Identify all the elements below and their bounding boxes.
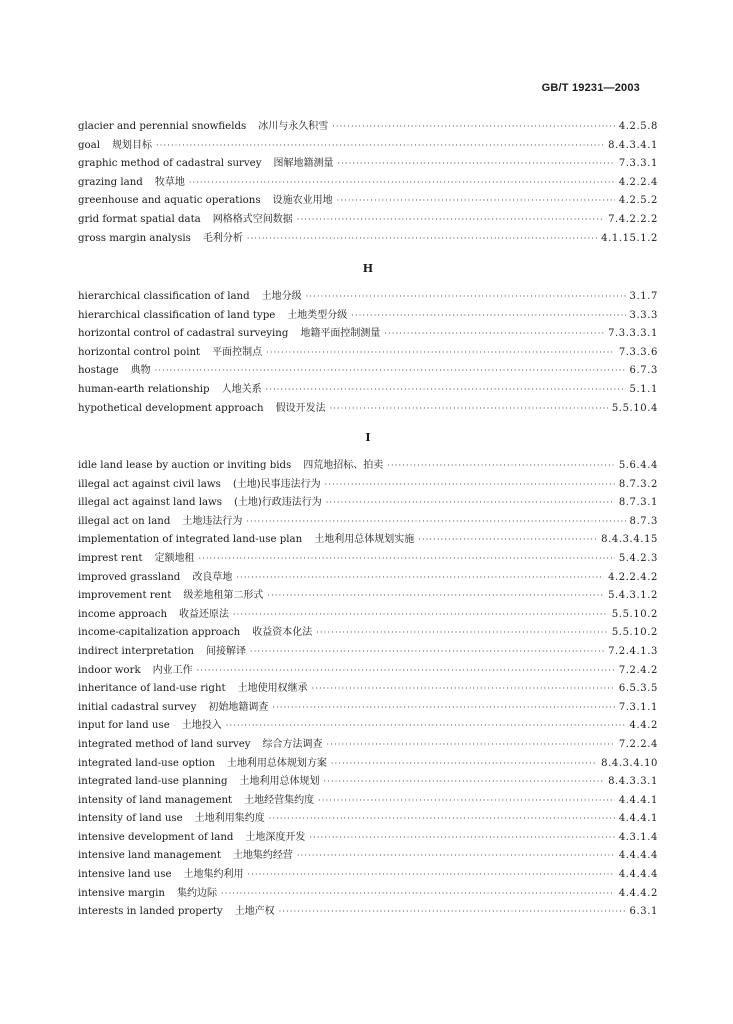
leader-dots xyxy=(246,518,625,526)
entry-english: integrated land-use option xyxy=(78,757,215,769)
entry-reference: 3.3.3 xyxy=(629,309,658,321)
entry-chinese: 人地关系 xyxy=(221,383,262,395)
entry-english: graphic method of cadastral survey xyxy=(78,158,262,170)
leader-dots xyxy=(226,722,626,730)
entry-reference: 4.3.1.4 xyxy=(618,831,658,843)
entry-chinese: (土地)民事违法行为 xyxy=(232,478,321,490)
entry-reference: 8.7.3 xyxy=(629,515,658,527)
entry-english: goal xyxy=(78,139,100,151)
index-entry xyxy=(78,716,658,735)
index-entry xyxy=(78,530,658,549)
entry-english: income-capitalization approach xyxy=(78,627,241,639)
index-entry xyxy=(78,343,658,362)
leader-dots xyxy=(155,367,626,375)
leader-dots xyxy=(247,235,597,243)
index-entry xyxy=(78,549,658,568)
leader-dots xyxy=(387,462,615,470)
entry-english: idle land lease by auction or inviting bids xyxy=(78,460,292,471)
index-section-g xyxy=(78,117,658,247)
entry-chinese: 集约边际 xyxy=(176,887,217,899)
entry-chinese: 假设开发法 xyxy=(275,402,326,414)
leader-dots xyxy=(156,142,604,150)
entry-chinese: 土地利用总体规划实施 xyxy=(314,534,415,546)
entry-reference: 5.5.10.2 xyxy=(611,627,658,639)
entry-english: intensive development of land xyxy=(78,831,234,843)
entry-english: illegal act on land xyxy=(78,515,171,527)
entry-reference: 4.2.5.2 xyxy=(618,195,658,207)
index-entry xyxy=(78,884,658,903)
entry-english: integrated land-use planning xyxy=(78,776,228,788)
index-entry xyxy=(78,287,658,306)
leader-dots xyxy=(269,815,615,823)
index-entry xyxy=(78,493,658,512)
index-entry xyxy=(78,229,658,248)
leader-dots xyxy=(266,386,626,394)
entry-reference: 5.4.2.3 xyxy=(618,552,658,564)
entry-chinese: 定额地租 xyxy=(154,552,195,564)
entry-english: inheritance of land-use right xyxy=(78,683,226,695)
leader-dots xyxy=(324,778,605,786)
index-entry xyxy=(78,623,658,642)
leader-dots xyxy=(297,852,615,860)
leader-dots xyxy=(279,908,626,916)
entry-english: intensity of land use xyxy=(78,813,183,825)
leader-dots xyxy=(250,648,604,656)
index-entry xyxy=(78,210,658,229)
entry-chinese: 改良草地 xyxy=(192,571,233,583)
entry-chinese: 四荒地招标、拍卖 xyxy=(303,460,384,471)
leader-dots xyxy=(221,890,615,898)
entry-reference: 4.4.2 xyxy=(629,720,658,732)
entry-english: horizontal control of cadastral surveying xyxy=(78,328,289,340)
index-entry xyxy=(78,661,658,680)
entry-reference: 8.4.3.4.10 xyxy=(601,757,658,769)
entry-chinese: 冰川与永久积雪 xyxy=(258,121,329,132)
index-entry xyxy=(78,754,658,773)
entry-reference: 5.6.4.4 xyxy=(618,460,658,471)
index-entry xyxy=(78,154,658,173)
index-entry xyxy=(78,306,658,325)
entry-reference: 7.3.3.1 xyxy=(618,158,658,170)
entry-reference: 4.4.4.4 xyxy=(618,850,658,862)
leader-dots xyxy=(331,760,597,768)
entry-english: improvement rent xyxy=(78,590,172,602)
entry-chinese: 网格格式空间数据 xyxy=(212,213,293,225)
leader-dots xyxy=(306,293,626,301)
leader-dots xyxy=(297,216,604,224)
entry-reference: 8.7.3.2 xyxy=(618,478,658,490)
entry-reference: 7.3.1.1 xyxy=(618,701,658,713)
entry-reference: 4.1.15.1.2 xyxy=(601,232,658,244)
entry-english: indirect interpretation xyxy=(78,645,194,657)
entry-english: indoor work xyxy=(78,664,141,676)
entry-english: imprest rent xyxy=(78,552,143,564)
leader-dots xyxy=(198,555,614,563)
entry-reference: 4.2.5.8 xyxy=(618,121,658,132)
entry-reference: 4.2.2.4.2 xyxy=(608,571,658,583)
index-entry xyxy=(78,191,658,210)
index-entry xyxy=(78,902,658,921)
entry-english: income approach xyxy=(78,608,168,620)
index-entry xyxy=(78,324,658,343)
entry-chinese: 土地利用集约度 xyxy=(194,813,265,825)
index-entry xyxy=(78,117,658,136)
entry-chinese: 土地投入 xyxy=(181,720,222,732)
entry-english: hierarchical classification of land xyxy=(78,291,250,302)
entry-english: human-earth relationship xyxy=(78,383,210,395)
entry-chinese: 间接解译 xyxy=(205,645,246,657)
leader-dots xyxy=(337,160,614,168)
entry-chinese: 土地类型分级 xyxy=(287,309,348,321)
entry-reference: 4.4.4.2 xyxy=(618,887,658,899)
entry-chinese: 土地分级 xyxy=(261,291,302,302)
entry-chinese: 综合方法调查 xyxy=(262,738,323,750)
entry-english: grid format spatial data xyxy=(78,213,201,225)
entry-chinese: 毛利分析 xyxy=(202,232,243,244)
entry-english: integrated method of land survey xyxy=(78,738,251,750)
entry-english: intensive land management xyxy=(78,850,221,862)
index-entry xyxy=(78,399,658,418)
index-entry xyxy=(78,791,658,810)
leader-dots xyxy=(318,797,615,805)
entry-reference: 7.4.2.2.2 xyxy=(608,213,658,225)
leader-dots xyxy=(330,405,608,413)
leader-dots xyxy=(197,667,615,675)
entry-reference: 7.3.3.3.1 xyxy=(608,328,658,340)
leader-dots xyxy=(267,592,604,600)
entry-reference: 4.4.4.1 xyxy=(618,794,658,806)
entry-chinese: 土地集约经营 xyxy=(232,850,293,862)
leader-dots xyxy=(332,123,615,131)
index-entry xyxy=(78,475,658,494)
entry-english: intensive land use xyxy=(78,869,172,881)
entry-english: hierarchical classification of land type xyxy=(78,309,276,321)
entry-chinese: 规划目标 xyxy=(112,139,152,151)
leader-dots xyxy=(384,330,604,338)
entry-reference: 5.5.10.2 xyxy=(611,608,658,620)
entry-reference: 7.2.4.2 xyxy=(618,664,658,676)
entry-reference: 5.4.3.1.2 xyxy=(608,590,658,602)
entry-english: greenhouse and aquatic operations xyxy=(78,195,261,207)
entry-reference: 8.7.3.1 xyxy=(618,497,658,509)
entry-chinese: 土地利用总体规划方案 xyxy=(226,757,327,769)
index-entry xyxy=(78,735,658,754)
entry-chinese: 土地深度开发 xyxy=(245,831,306,843)
leader-dots xyxy=(309,834,614,842)
leader-dots xyxy=(326,499,615,507)
leader-dots xyxy=(312,685,615,693)
entry-english: grazing land xyxy=(78,176,143,188)
leader-dots xyxy=(247,871,614,879)
index-entry xyxy=(78,512,658,531)
entry-reference: 5.1.1 xyxy=(629,383,658,395)
leader-dots xyxy=(189,179,615,187)
section-letter-h: H xyxy=(362,262,374,275)
index-entry xyxy=(78,828,658,847)
entry-english: gross margin analysis xyxy=(78,232,191,244)
entry-english: illegal act against civil laws xyxy=(78,478,221,490)
index-entry xyxy=(78,846,658,865)
entry-chinese: 图解地籍测量 xyxy=(273,158,334,170)
index-entry xyxy=(78,380,658,399)
entry-chinese: 平面控制点 xyxy=(212,346,263,358)
entry-chinese: 地籍平面控制测量 xyxy=(300,328,381,340)
index-entry xyxy=(78,361,658,380)
standard-code: GB/T 19231—2003 xyxy=(541,82,640,94)
entry-english: interests in landed property xyxy=(78,906,223,918)
entry-reference: 4.2.2.4 xyxy=(618,176,658,188)
leader-dots xyxy=(327,741,615,749)
section-letter-i: I xyxy=(365,431,371,444)
entry-chinese: 级差地租第二形式 xyxy=(183,590,264,602)
index-section-i xyxy=(78,456,658,921)
entry-english: improved grassland xyxy=(78,571,181,583)
leader-dots xyxy=(233,611,608,619)
entry-chinese: 土地违法行为 xyxy=(182,515,243,527)
entry-reference: 4.4.4.4 xyxy=(618,869,658,881)
entry-chinese: 土地经营集约度 xyxy=(244,794,315,806)
index-entry xyxy=(78,586,658,605)
entry-reference: 5.5.10.4 xyxy=(611,402,658,414)
entry-chinese: 初始地籍调查 xyxy=(208,701,269,713)
entry-english: implementation of integrated land-use plan xyxy=(78,534,303,546)
index-entry xyxy=(78,605,658,624)
leader-dots xyxy=(325,481,615,489)
index-entry xyxy=(78,809,658,828)
entry-english: intensity of land management xyxy=(78,794,233,806)
entry-reference: 7.3.3.6 xyxy=(618,346,658,358)
leader-dots xyxy=(316,629,608,637)
entry-english: initial cadastral survey xyxy=(78,701,197,713)
entry-reference: 7.2.4.1.3 xyxy=(608,645,658,657)
leader-dots xyxy=(418,536,597,544)
entry-chinese: 典物 xyxy=(130,365,151,377)
entry-english: intensive margin xyxy=(78,887,165,899)
index-section-h xyxy=(78,287,658,417)
entry-reference: 6.5.3.5 xyxy=(618,683,658,695)
leader-dots xyxy=(337,197,615,205)
entry-chinese: 设施农业用地 xyxy=(272,195,333,207)
entry-english: glacier and perennial snowfields xyxy=(78,121,247,132)
entry-english: horizontal control point xyxy=(78,346,201,358)
entry-reference: 3.1.7 xyxy=(629,291,658,302)
leader-dots xyxy=(266,349,615,357)
index-entry xyxy=(78,568,658,587)
entry-chinese: 内业工作 xyxy=(152,664,193,676)
entry-english: illegal act against land laws xyxy=(78,497,222,509)
entry-chinese: 收益资本化法 xyxy=(252,627,313,639)
entry-chinese: 牧草地 xyxy=(154,176,185,188)
entry-chinese: 土地使用权继承 xyxy=(237,683,308,695)
entry-english: hypothetical development approach xyxy=(78,402,264,414)
leader-dots xyxy=(272,704,614,712)
index-entry xyxy=(78,698,658,717)
entry-english: input for land use xyxy=(78,720,170,732)
entry-reference: 6.7.3 xyxy=(629,365,658,377)
index-entry xyxy=(78,679,658,698)
entry-reference: 8.4.3.3.1 xyxy=(608,776,658,788)
entry-reference: 6.3.1 xyxy=(629,906,658,918)
entry-reference: 8.4.3.4.15 xyxy=(601,534,658,546)
index-entry xyxy=(78,173,658,192)
index-entry xyxy=(78,136,658,155)
entry-chinese: 土地集约利用 xyxy=(183,869,244,881)
index-entry xyxy=(78,456,658,475)
entry-reference: 7.2.2.4 xyxy=(618,738,658,750)
index-entry xyxy=(78,865,658,884)
entry-english: hostage xyxy=(78,365,119,377)
entry-chinese: 收益还原法 xyxy=(179,608,230,620)
leader-dots xyxy=(351,312,625,320)
leader-dots xyxy=(236,574,604,582)
entry-reference: 4.4.4.1 xyxy=(618,813,658,825)
entry-reference: 8.4.3.4.1 xyxy=(608,139,658,151)
entry-chinese: 土地利用总体规划 xyxy=(239,776,320,788)
entry-chinese: 土地产权 xyxy=(234,906,275,918)
index-entry xyxy=(78,642,658,661)
entry-chinese: (土地)行政违法行为 xyxy=(234,497,322,509)
index-entry xyxy=(78,772,658,791)
